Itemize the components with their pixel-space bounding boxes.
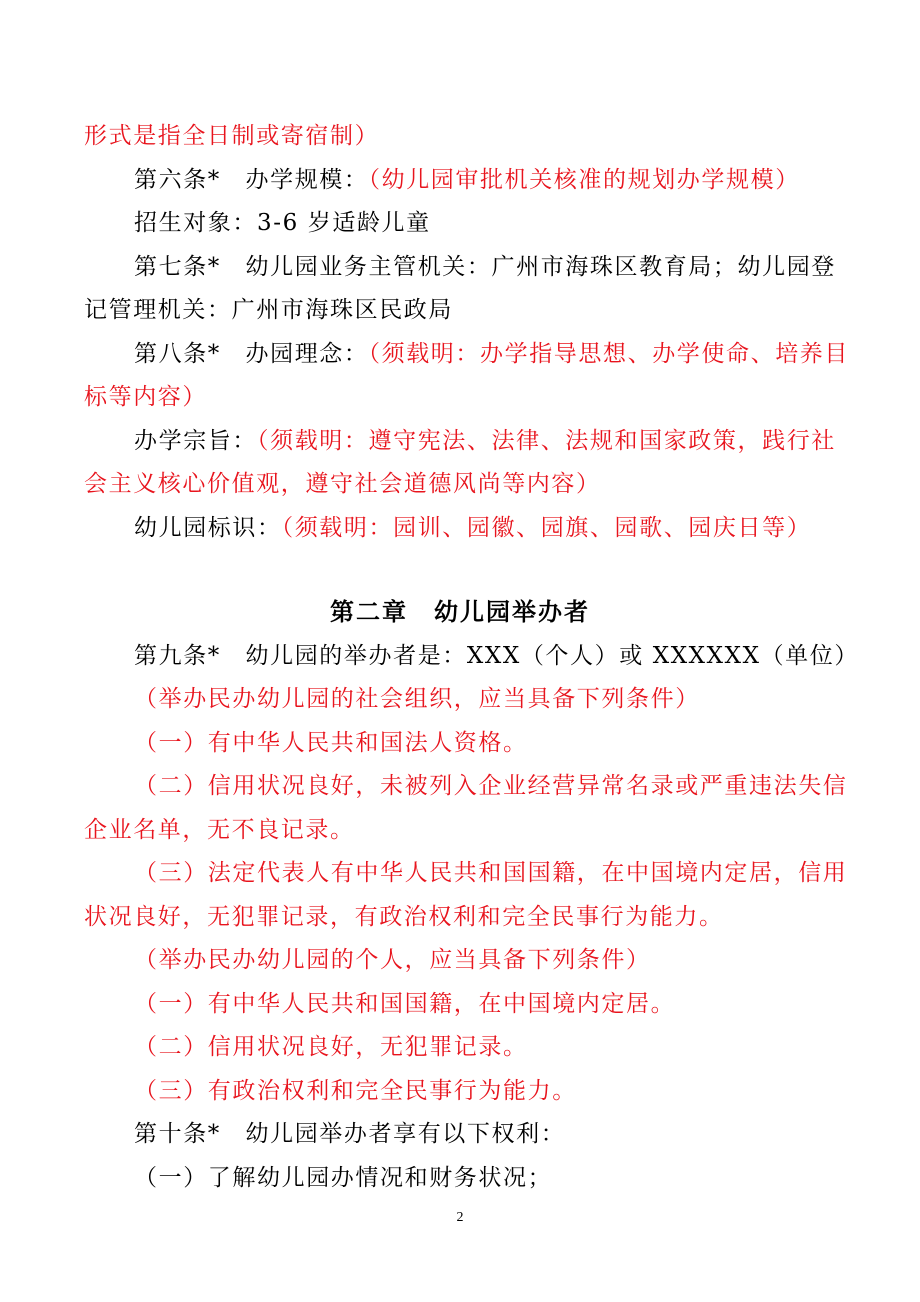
article-8-red-note-cont: 标等内容） (84, 384, 207, 410)
purpose-red-note-cont: 会主义核心价值观，遵守社会道德风尚等内容） (84, 471, 601, 497)
article-7-line-cont: 记管理机关：广州市海珠区民政局 (84, 297, 453, 323)
page-number: 2 (456, 1210, 464, 1225)
article-10-item-1: （一）了解幼儿园办情况和财务状况； (134, 1165, 553, 1191)
org-condition-3: （三）法定代表人有中华人民共和国国籍，在中国境内定居，信用 (134, 860, 848, 886)
individual-condition-2: （二）信用状况良好，无犯罪记录。 (134, 1034, 528, 1060)
article-8-line (134, 339, 849, 369)
identity-red-note: （须载明：园训、园徽、园旗、园歌、园庆日等） (281, 515, 812, 541)
article-8-red-note: （须载明：办学指导思想、办学使命、培养目 (368, 341, 849, 367)
individual-conditions-intro: （举办民办幼儿园的个人，应当具备下列条件） (134, 947, 651, 973)
article-10-line: 第十条* 幼儿园举办者享有以下权利： (134, 1121, 566, 1147)
org-condition-2: （二）信用状况良好，未被列入企业经营异常名录或严重违法失信 (134, 773, 848, 799)
individual-condition-3: （三）有政治权利和完全民事行为能力。 (134, 1078, 577, 1104)
purpose-red-note: （须载明：遵守宪法、法律、法规和国家政策，践行社 (257, 428, 836, 454)
article-9-line: 第九条* 幼儿园的举办者是：XXX（个人）或 XXXXXX（单位） (134, 643, 859, 669)
text-line: 形式是指全日制或寄宿制） (84, 123, 380, 149)
enrollment-target-line: 招生对象：3-6 岁适龄儿童 (134, 210, 431, 236)
purpose-line (134, 426, 836, 456)
purpose-label: 办学宗旨： (134, 428, 257, 454)
individual-condition-1: （一）有中华人民共和国国籍，在中国境内定居。 (134, 991, 676, 1017)
article-6-line (134, 165, 800, 195)
identity-label: 幼儿园标识： (134, 515, 282, 541)
article-8-label: 第八条* 办园理念： (134, 341, 369, 367)
article-6-label: 第六条* 办学规模： (134, 167, 369, 193)
article-7-line: 第七条* 幼儿园业务主管机关：广州市海珠区教育局；幼儿园登 (134, 254, 836, 280)
identity-line (134, 513, 811, 543)
org-condition-2-cont: 企业名单，无不良记录。 (84, 817, 355, 843)
org-condition-1: （一）有中华人民共和国法人资格。 (134, 730, 528, 756)
org-conditions-intro: （举办民办幼儿园的社会组织，应当具备下列条件） (134, 686, 700, 712)
chapter-heading: 第二章 幼儿园举办者 (330, 598, 590, 626)
article-6-red-note: （幼儿园审批机关核准的规划办学规模） (368, 167, 800, 193)
org-condition-3-cont: 状况良好，无犯罪记录，有政治权利和完全民事行为能力。 (84, 904, 724, 930)
